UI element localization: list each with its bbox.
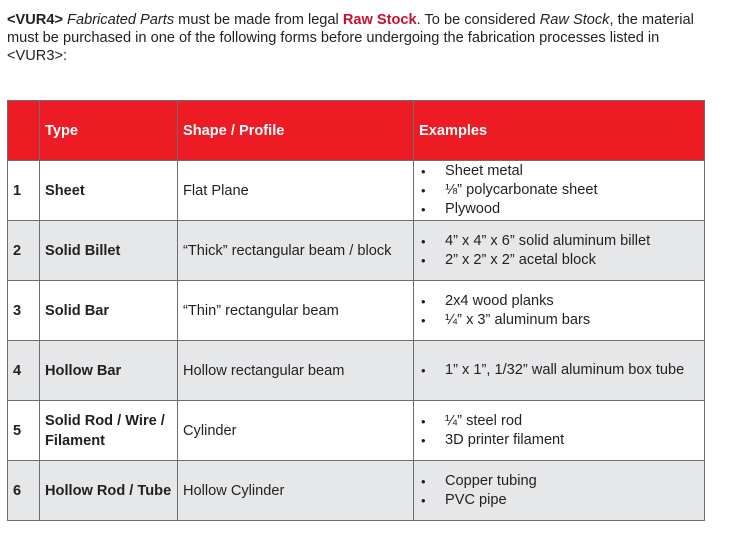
list-item: • 3D printer filament (421, 431, 704, 450)
list-item: • ⅛” polycarbonate sheet (421, 181, 704, 200)
row-shape: Hollow rectangular beam (178, 341, 414, 401)
row-number: 6 (8, 461, 40, 521)
list-item: • PVC pipe (421, 491, 704, 510)
row-type: Hollow Bar (40, 341, 178, 401)
row-examples (414, 161, 705, 221)
examples-list (419, 412, 704, 450)
table-header-row (8, 101, 705, 161)
examples-list (419, 361, 704, 380)
table-row (8, 401, 705, 461)
row-type: Hollow Rod / Tube (40, 461, 178, 521)
row-number: 3 (8, 281, 40, 341)
raw-stock-term-highlight: Raw Stock (342, 12, 417, 28)
intro-text-4: : (62, 48, 68, 64)
row-type: Solid Rod / Wire / Filament (40, 401, 178, 461)
table-row (8, 341, 705, 401)
row-shape: Flat Plane (178, 161, 414, 221)
rule-tag-vur3: <VUR3> (7, 48, 63, 64)
list-item: • ¼” steel rod (421, 412, 704, 431)
row-examples (414, 341, 705, 401)
row-examples (414, 461, 705, 521)
row-type: Solid Bar (40, 281, 178, 341)
list-item: • Sheet metal (421, 162, 704, 181)
intro-text-2: . To be considered (416, 12, 540, 28)
table-row (8, 461, 705, 521)
fabricated-parts-term: Fabricated Parts (67, 12, 175, 28)
list-item: • 2” x 2” x 2” acetal block (421, 251, 704, 270)
list-item: • 1” x 1”, 1/32” wall aluminum box tube (421, 361, 704, 380)
row-shape: “Thin” rectangular beam (178, 281, 414, 341)
header-shape-profile: Shape / Profile (178, 101, 414, 161)
header-type: Type (40, 101, 178, 161)
row-type: Sheet (40, 161, 178, 221)
row-type: Solid Billet (40, 221, 178, 281)
examples-list (419, 232, 704, 270)
list-item: • 4” x 4” x 6” solid aluminum billet (421, 232, 704, 251)
list-item: • Plywood (421, 200, 704, 219)
row-number: 1 (8, 161, 40, 221)
list-item: • 2x4 wood planks (421, 292, 704, 311)
intro-text-3: , the material must be purchased in one of the following forms before undergoing the fabrication processes listed in (7, 12, 694, 46)
raw-stock-term-italic: Raw Stock (539, 12, 610, 28)
examples-list (419, 472, 704, 510)
row-examples (414, 281, 705, 341)
intro-text-1: must be made from legal (174, 12, 343, 28)
row-number: 2 (8, 221, 40, 281)
table-row (8, 161, 705, 221)
row-examples (414, 401, 705, 461)
rule-tag-vur4: <VUR4> (7, 12, 63, 28)
row-number: 5 (8, 401, 40, 461)
row-shape: Hollow Cylinder (178, 461, 414, 521)
intro-paragraph (7, 11, 719, 65)
table-row (8, 221, 705, 281)
row-examples (414, 221, 705, 281)
header-examples: Examples (414, 101, 705, 161)
examples-list (419, 292, 704, 330)
row-shape: Cylinder (178, 401, 414, 461)
examples-list (419, 162, 704, 219)
header-number (8, 101, 40, 161)
list-item: • ¼” x 3” aluminum bars (421, 311, 704, 330)
list-item: • Copper tubing (421, 472, 704, 491)
row-shape: “Thick” rectangular beam / block (178, 221, 414, 281)
raw-stock-table (7, 100, 705, 521)
row-number: 4 (8, 341, 40, 401)
table-row (8, 281, 705, 341)
